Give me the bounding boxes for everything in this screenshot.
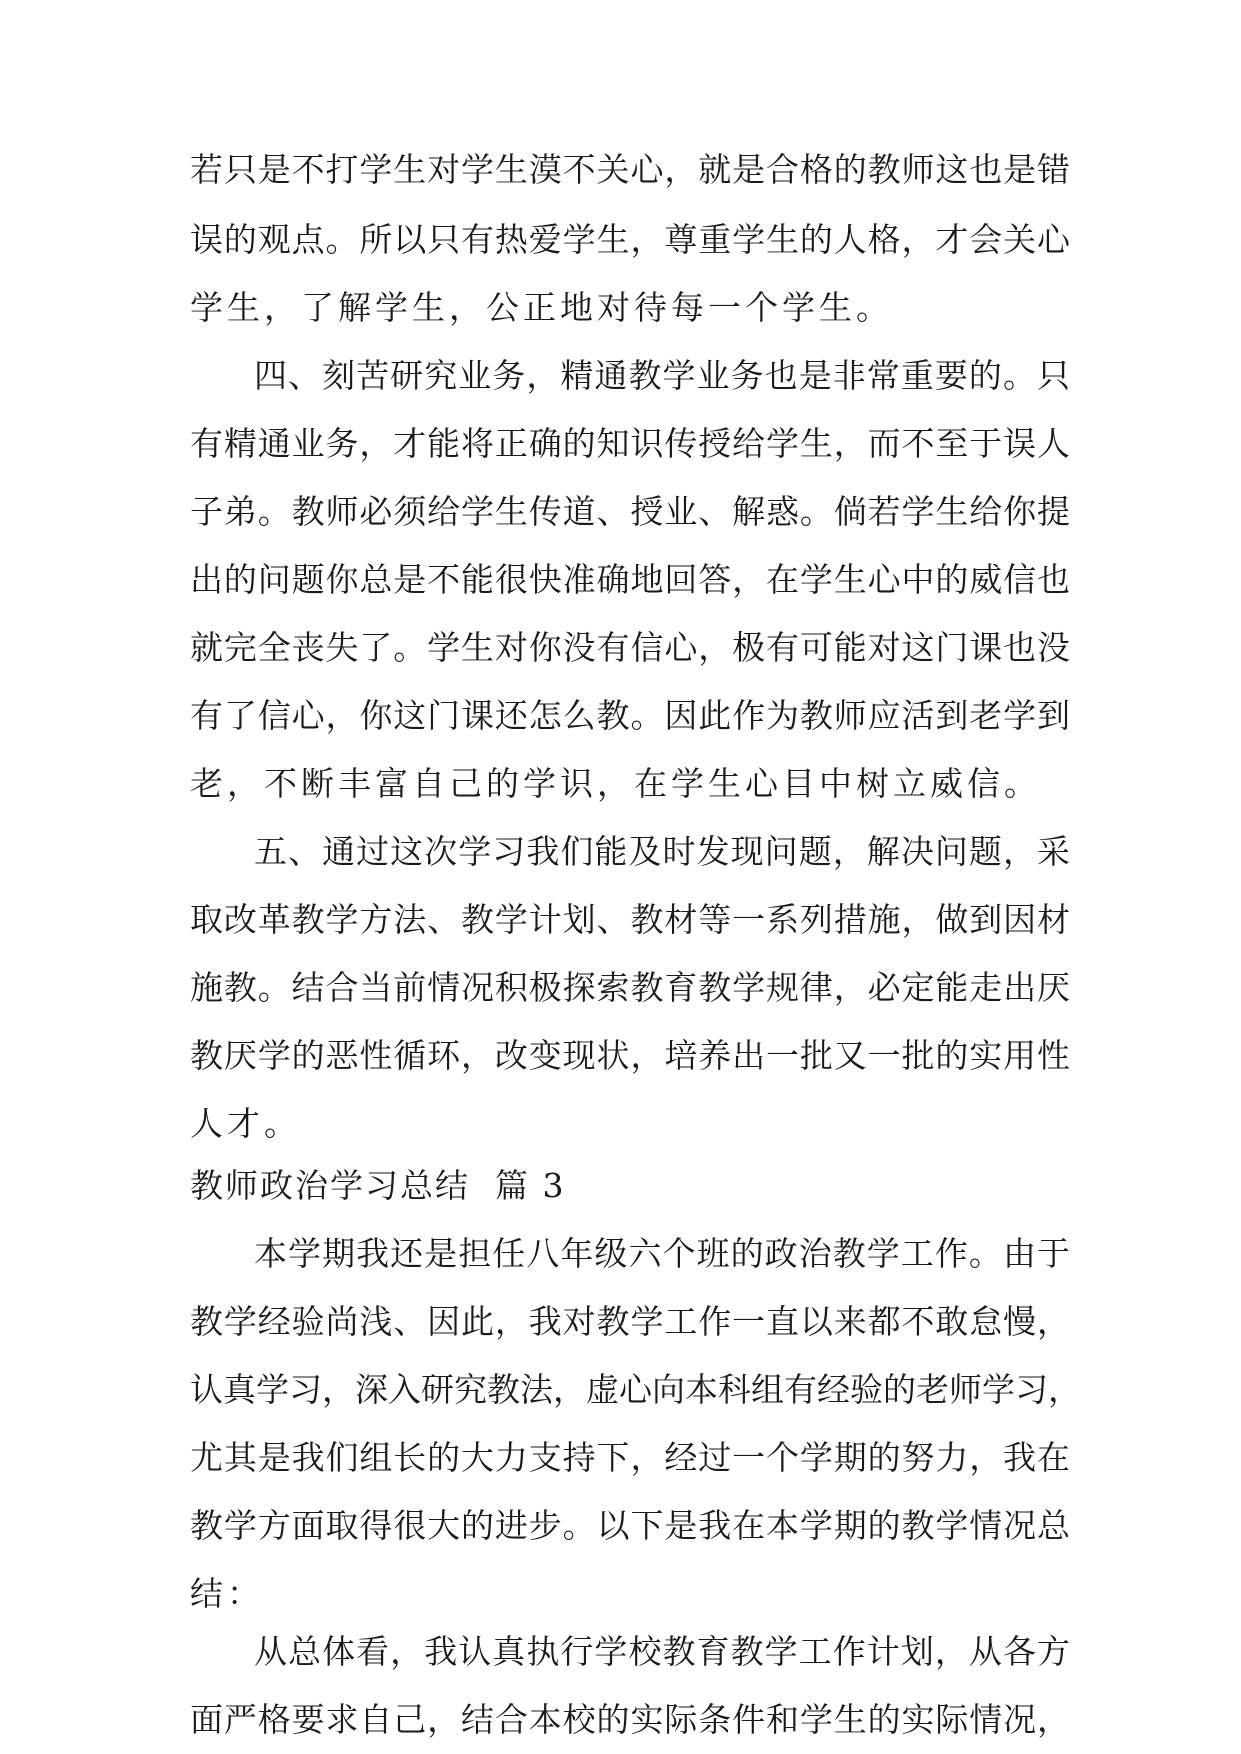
text-line: 有了信心，你这门课还怎么教。因此作为教师应活到老学到 — [190, 696, 1070, 735]
text-line: 尤其是我们组长的大力支持下，经过一个学期的努力，我在 — [190, 1438, 1070, 1477]
text-line: 人才。 — [190, 1104, 301, 1143]
text-line: 施教。结合当前情况积极探索教育教学规律，必定能走出厌 — [190, 968, 1070, 1007]
text-line: 若只是不打学生对学生漠不关心，就是合格的教师这也是错 — [190, 150, 1070, 189]
text-line: 子弟。教师必须给学生传道、授业、解惑。倘若学生给你提 — [190, 492, 1070, 531]
text-line: 就完全丧失了。学生对你没有信心，极有可能对这门课也没 — [190, 628, 1070, 667]
text-line: 老，不断丰富自己的学识，在学生心目中树立威信。 — [190, 764, 1041, 803]
text-line: 出的问题你总是不能很快准确地回答，在学生心中的威信也 — [190, 560, 1070, 599]
text-line: 学生，了解学生，公正地对待每一个学生。 — [190, 288, 893, 327]
text-line: 认真学习，深入研究教法，虚心向本科组有经验的老师学习， — [190, 1370, 1081, 1409]
paragraph-first-line: 本学期我还是担任八年级六个班的政治教学工作。由于 — [254, 1234, 1070, 1273]
section-heading: 教师政治学习总结 篇 3 — [190, 1166, 566, 1205]
text-line: 取改革教学方法、教学计划、教材等一系列措施，做到因材 — [190, 900, 1070, 939]
paragraph-first-line: 从总体看，我认真执行学校教育教学工作计划，从各方 — [254, 1632, 1070, 1671]
text-line: 教学经验尚浅、因此，我对教学工作一直以来都不敢怠慢， — [190, 1302, 1070, 1341]
text-line: 教学方面取得很大的进步。以下是我在本学期的教学情况总 — [190, 1506, 1070, 1545]
text-line: 有精通业务，才能将正确的知识传授给学生，而不至于误人 — [190, 424, 1070, 463]
paragraph-five-first-line: 五、通过这次学习我们能及时发现问题，解决问题，采 — [254, 832, 1070, 871]
text-line: 教厌学的恶性循环，改变现状，培养出一批又一批的实用性 — [190, 1036, 1070, 1075]
paragraph-four-first-line: 四、刻苦研究业务，精通教学业务也是非常重要的。只 — [254, 356, 1070, 395]
text-line: 结： — [190, 1574, 264, 1613]
text-line: 误的观点。所以只有热爱学生，尊重学生的人格，才会关心 — [190, 220, 1070, 259]
text-line: 面严格要求自己，结合本校的实际条件和学生的实际情况， — [190, 1700, 1070, 1739]
